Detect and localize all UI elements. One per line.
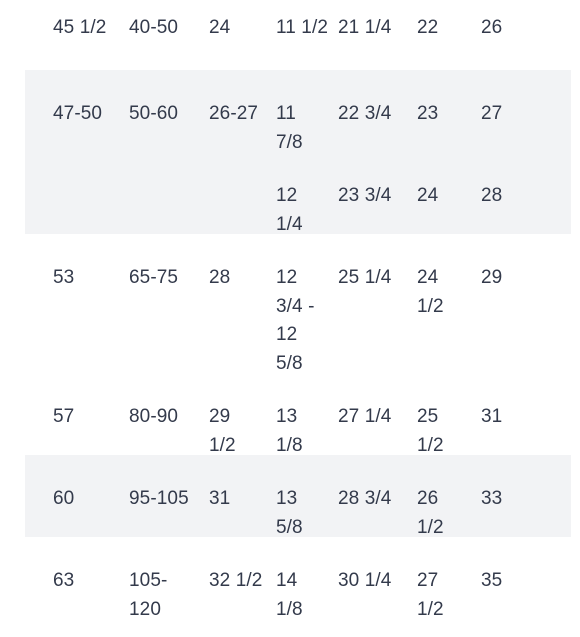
table-cell (129, 567, 201, 624)
table-cell (338, 100, 410, 129)
table-cell (53, 100, 123, 129)
table-cell (129, 403, 201, 432)
cell-text: 30 1/4 (338, 570, 392, 591)
table-cell (276, 14, 328, 43)
cell-text: 65-75 (129, 267, 179, 288)
cell-text: 27 (481, 103, 503, 124)
cell-text: 95-105 (129, 488, 189, 509)
table-cell (338, 182, 410, 211)
cell-text: 1/2 (417, 434, 444, 456)
cell-text: 24 (209, 17, 231, 38)
cell-text: 28 (209, 267, 231, 288)
cell-text: 47-50 (53, 103, 103, 124)
cell-text: 21 1/4 (338, 17, 392, 38)
table-cell (338, 567, 410, 596)
cell-text: 26 (417, 488, 439, 509)
cell-text: 1/8 (276, 434, 303, 456)
table-cell (417, 485, 469, 542)
table-cell (417, 14, 469, 43)
table-cell (209, 14, 271, 43)
cell-text: 1/2 (417, 598, 444, 620)
table-cell (53, 264, 123, 293)
cell-text: 24 (417, 185, 439, 206)
cell-text: 105- (129, 570, 168, 591)
table-cell (481, 14, 553, 43)
cell-text: 3/4 - (276, 295, 315, 317)
table-cell (481, 567, 553, 596)
cell-text: 80-90 (129, 406, 179, 427)
table-cell (53, 14, 123, 43)
table-cell (481, 100, 553, 129)
cell-text: 29 (481, 267, 503, 288)
table-cell (276, 182, 328, 239)
cell-text: 29 (209, 406, 231, 427)
cell-text: 14 (276, 570, 298, 591)
table-cell (481, 403, 553, 432)
cell-text: 23 3/4 (338, 185, 392, 206)
cell-text: 45 1/2 (53, 17, 107, 38)
cell-text: 31 (481, 406, 503, 427)
table-cell (338, 14, 410, 43)
cell-text: 5/8 (276, 352, 303, 374)
cell-text: 23 (417, 103, 439, 124)
cell-text: 5/8 (276, 516, 303, 538)
table-cell (481, 485, 553, 514)
cell-text: 7/8 (276, 131, 303, 153)
cell-text: 1/2 (417, 516, 444, 538)
cell-text: 32 1/2 (209, 570, 263, 591)
table-cell (276, 485, 328, 542)
table-cell (481, 182, 553, 211)
cell-text: 1/2 (417, 295, 444, 317)
cell-text: 12 (276, 324, 298, 345)
table-cell (276, 403, 328, 460)
table-cell (276, 264, 328, 378)
cell-text: 28 (481, 185, 503, 206)
cell-text: 25 (417, 406, 439, 427)
table-row (25, 455, 571, 537)
cell-text: 22 (417, 17, 439, 38)
cell-text: 12 (276, 185, 298, 206)
cell-text: 1/2 (209, 434, 236, 456)
table-cell (53, 567, 123, 596)
cell-text: 13 (276, 488, 298, 509)
cell-text: 28 3/4 (338, 488, 392, 509)
cell-text: 12 (276, 267, 298, 288)
size-chart-table (25, 0, 571, 637)
cell-text: 25 1/4 (338, 267, 392, 288)
cell-text: 26 (481, 17, 503, 38)
table-cell (129, 264, 201, 293)
table-row (25, 537, 571, 637)
cell-text: 35 (481, 570, 503, 591)
cell-text: 1/8 (276, 598, 303, 620)
table-row (25, 152, 571, 234)
table-cell (417, 100, 469, 129)
cell-text: 33 (481, 488, 503, 509)
table-cell (417, 403, 469, 460)
table-cell (53, 403, 123, 432)
cell-text: 24 (417, 267, 439, 288)
cell-text: 1/4 (276, 213, 303, 235)
cell-text: 22 3/4 (338, 103, 392, 124)
cell-text: 26-27 (209, 103, 259, 124)
cell-text: 11 1/2 (276, 17, 329, 38)
cell-text: 27 (417, 570, 439, 591)
table-cell (209, 567, 271, 596)
cell-text: 63 (53, 570, 75, 591)
table-cell (129, 100, 201, 129)
table-cell (53, 485, 123, 514)
cell-text: 120 (129, 598, 162, 620)
table-cell (129, 485, 201, 514)
cell-text: 40-50 (129, 17, 179, 38)
cell-text: 13 (276, 406, 298, 427)
table-row (25, 234, 571, 373)
cell-text: 53 (53, 267, 75, 288)
table-cell (209, 264, 271, 293)
table-cell (481, 264, 553, 293)
cell-text: 57 (53, 406, 75, 427)
table-cell (209, 100, 271, 129)
cell-text: 11 (276, 103, 296, 124)
cell-text: 27 1/4 (338, 406, 392, 427)
table-cell (276, 567, 328, 624)
table-cell (338, 403, 410, 432)
cell-text: 50-60 (129, 103, 179, 124)
cell-text: 60 (53, 488, 75, 509)
cell-text: 31 (209, 488, 231, 509)
table-cell (338, 485, 410, 514)
table-row (25, 373, 571, 455)
table-cell (209, 403, 271, 460)
table-cell (209, 485, 271, 514)
table-cell (338, 264, 410, 293)
table-row (25, 0, 571, 70)
table-cell (417, 567, 469, 624)
table-cell (417, 182, 469, 211)
table-cell (276, 100, 328, 157)
table-cell (417, 264, 469, 321)
table-row (25, 70, 571, 152)
table-cell (129, 14, 201, 43)
